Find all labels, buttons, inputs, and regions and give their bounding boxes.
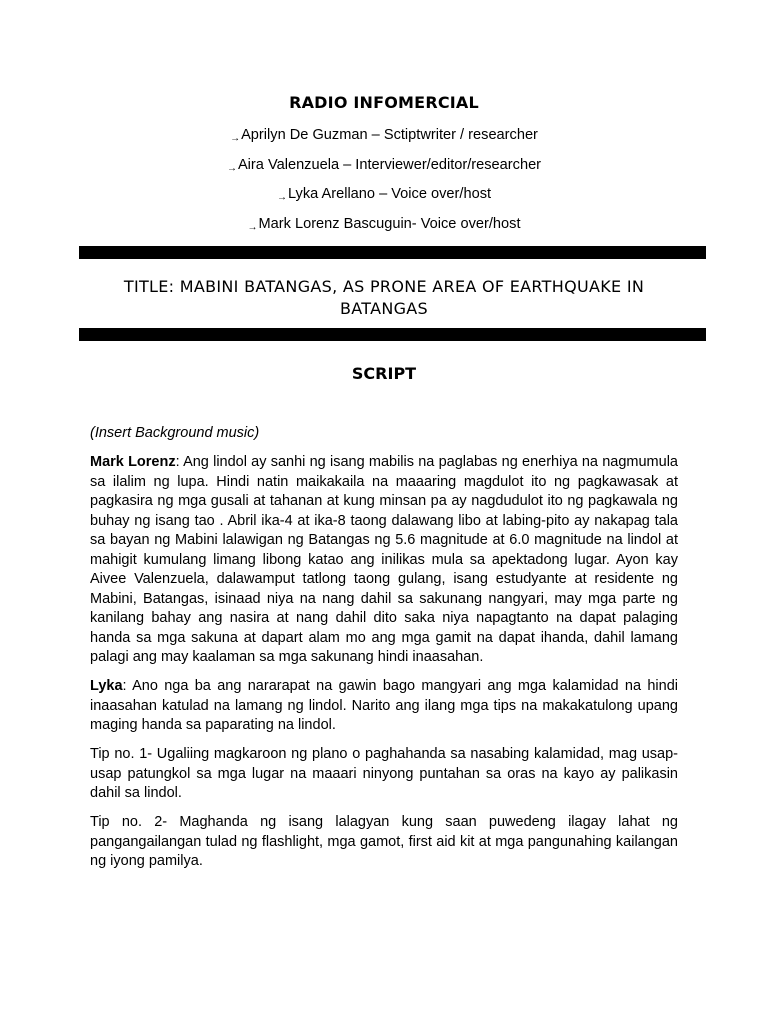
dialogue-text: : Ano nga ba ang nararapat na gawin bago mangyari ang mga kalamidad na hindi inaasahan katulad na lamang ng lindol. Narito ang ilang mga tips na makakatulong upang maging handa sa paparating na lindol.: [90, 678, 678, 733]
credit-text: Aira Valenzuela – Interviewer/editor/researcher: [237, 156, 542, 173]
credit-text: Mark Lorenz Bascuguin- Voice over/host: [258, 215, 521, 232]
document-title: TITLE: MABINI BATANGAS, AS PRONE AREA OF EARTHQUAKE IN BATANGAS: [123, 277, 645, 318]
script-body: [90, 424, 678, 881]
credit-text: Lyka Arellano – Voice over/host: [287, 186, 492, 202]
speaker-name: Lyka: [90, 678, 123, 694]
script-heading: SCRIPT: [351, 364, 417, 383]
arrow-icon: →: [230, 133, 241, 144]
arrow-icon: →: [276, 192, 287, 203]
credits-list: [0, 125, 768, 243]
credit-line: [0, 184, 768, 214]
speaker-name: Mark Lorenz: [90, 454, 176, 470]
arrow-icon: →: [226, 162, 237, 174]
dialogue-text: : Ang lindol ay sanhi ng isang mabilis na paglabas ng enerhiya na nagmumula sa ilalim ng lupa. Hindi natin maikakaila na maaaring magdulot ito ng pagkawasak at pagkasira ng mga gusali at tahanan at kung minsan pa ay nagdudulot ito ng pagkawala ng buhay ng isang tao . Abril ika-4 at ika-8 taong dalawang libo at labing-pito ay nakapag tala sa bayan ng Mabini lalawigan ng Batangas ng 5.6 magnitude at 6.0 magnitude na lindol at mahigit kumulang limang libong katao ang inilikas mula sa apektadong lugar. Ayon kay Aivee Valenzuela, dalawamput tatlong taong gulang, isang estudyante at residente ng Mabini, Batangas, isinaad niya na nang dahil sa sakunang nangyari, may mga parte ng kanilang bahay ang nasira at nang dahil dito saka niya napagtanto na dapat palaging handa sa mga sakuna at dapart alam mo ang mga gamit na dapat ihanda, dahil lamang palagi ang may kaalaman sa mga sakunang hindi inaasahan.: [90, 454, 678, 665]
paragraph-mark-lorenz: [90, 453, 678, 668]
paragraph-lyka: [90, 677, 678, 736]
stage-direction: (Insert Background music): [90, 425, 260, 441]
bottom-divider-bar: [79, 328, 706, 341]
tip-2: Tip no. 2- Maghanda ng isang lalagyan kung saan puwedeng ilagay lahat ng pangangailangan tulad ng flashlight, mga gamot, first aid kit at mga pangunahing kailangan ng iyong pamilya.: [90, 814, 678, 869]
credit-line: [0, 214, 768, 244]
credit-line: [0, 125, 768, 155]
credit-line: [0, 155, 768, 185]
top-divider-bar: [79, 246, 706, 259]
credit-text: Aprilyn De Guzman – Sctiptwriter / researcher: [241, 127, 538, 143]
infomercial-heading: RADIO INFOMERCIAL: [289, 93, 479, 112]
tip-1: Tip no. 1- Ugaliing magkaroon ng plano o paghahanda sa nasabing kalamidad, mag usap-usap patungkol sa mga lugar na maaari ninyong puntahan sa oras na kayo ay palikasin dahil sa lindol.: [90, 746, 678, 801]
arrow-icon: →: [247, 221, 258, 233]
